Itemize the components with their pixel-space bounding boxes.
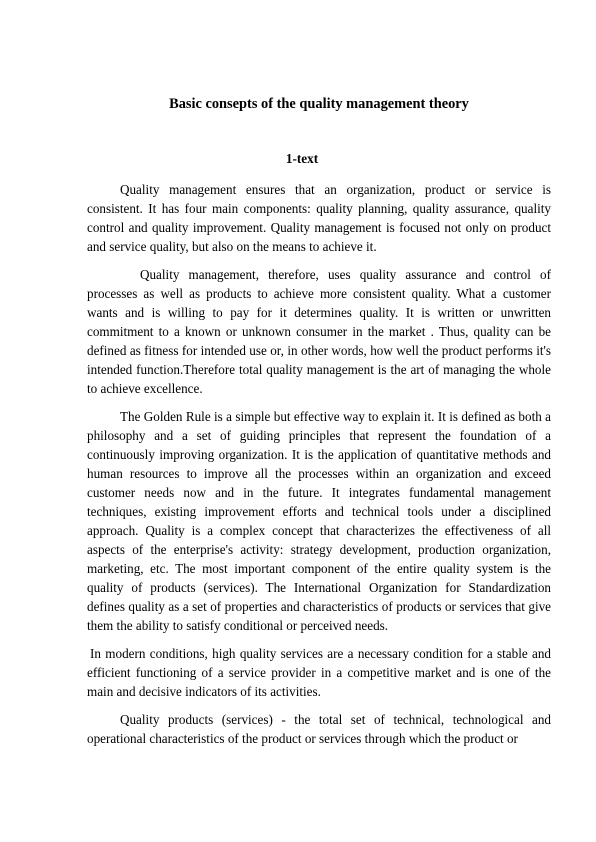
- paragraph: Quality management ensures that an organization, product or service is consistent. It has four main components: quality planning, quality assurance, quality control and quality improvement. Quality management is focused not only on product and service quality, but also on the means to achieve it.: [87, 182, 551, 254]
- paragraph: The Golden Rule is a simple but effective way to explain it. It is defined as both a philosophy and a set of guiding principles that represent the foundation of a continuously improving organization. It is the application of quantitative methods and human resources to improve all the processes within an organization and exceed customer needs now and in the future. It integrates fundamental management techniques, existing improvement efforts and technical tools under a disciplined approach. Quality is a complex concept that characterizes the effectiveness of all aspects of the enterprise's activity: strategy development, production organization, marketing, etc. The most important component of the entire quality system is the quality of products (services). The International Organization for Standardization defines quality as a set of properties and characteristics of products or services that give them the ability to satisfy conditional or perceived needs.: [87, 409, 551, 633]
- document-subtitle: 1-text: [285, 151, 319, 166]
- paragraph: Quality management, therefore, uses quality assurance and control of processes as well as products to achieve more consistent quality. What a customer wants and is willing to pay for it determines quality. It is written or unwritten commitment to a known or unknown consumer in the market . Thus, quality can be defined as fitness for intended use or, in other words, how well the product performs it's intended function.Therefore total quality management is the art of managing the whole to achieve excellence.: [87, 267, 551, 396]
- document-title: Basic consepts of the quality management theory: [169, 96, 469, 112]
- document-body: [87, 180, 551, 757]
- paragraph: Quality products (services) - the total set of technical, technological and operational characteristics of the product or services through which the product or: [87, 712, 551, 746]
- paragraph: In modern conditions, high quality services are a necessary condition for a stable and efficient functioning of a service provider in a competitive market and is one of the main and decisive indicators of its activities.: [87, 646, 551, 699]
